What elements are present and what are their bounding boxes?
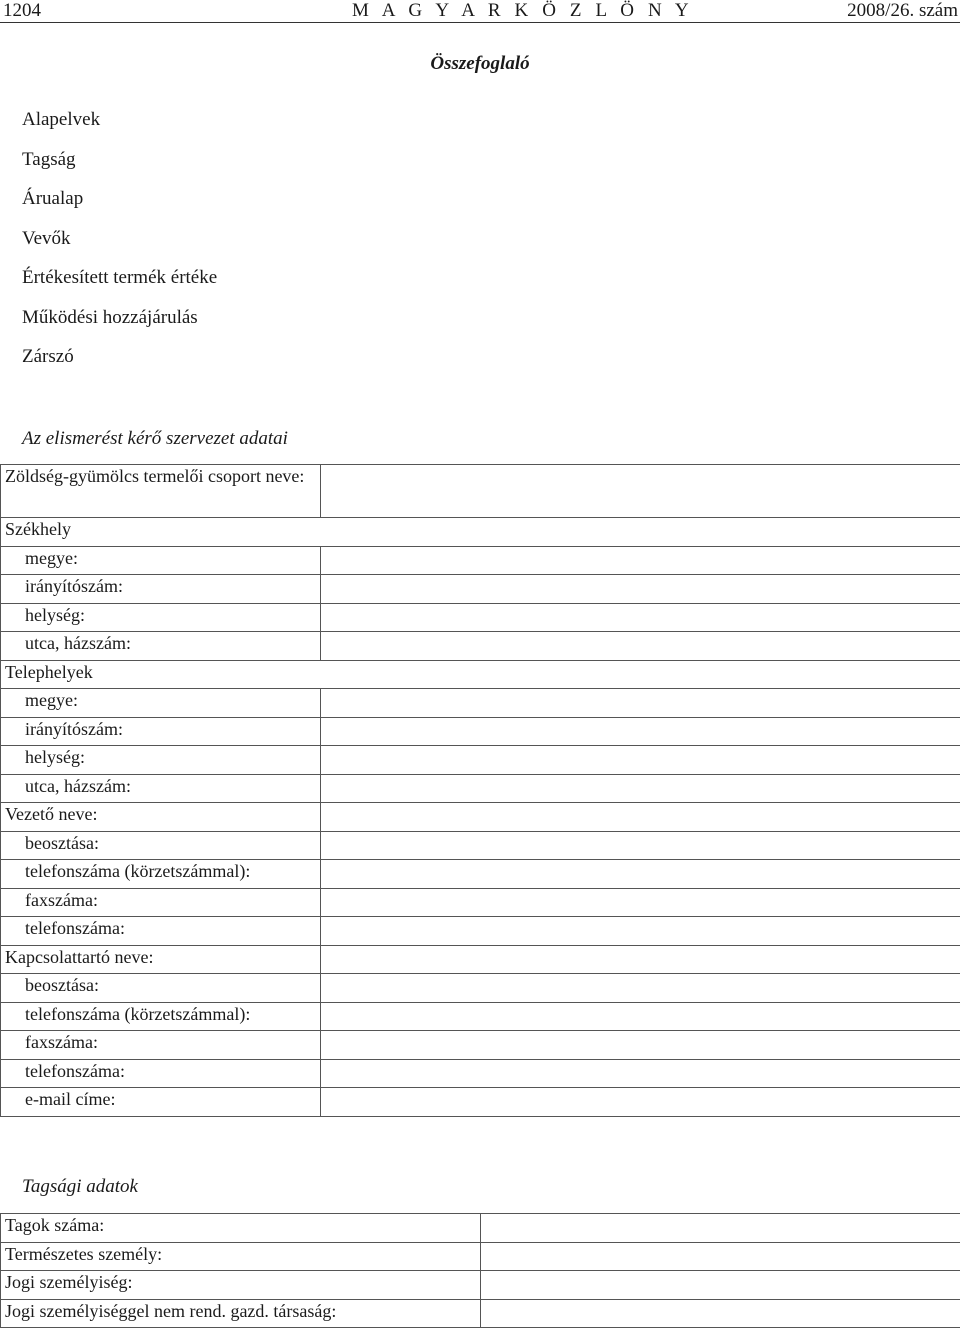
summary-item: Zárszó bbox=[22, 346, 74, 367]
form-label: utca, házszám: bbox=[1, 632, 321, 661]
form-label: telefonszáma: bbox=[1, 1059, 321, 1088]
form-value-field[interactable] bbox=[321, 888, 960, 917]
org-section-title: Az elismerést kérő szervezet adatai bbox=[22, 428, 288, 449]
form-label: Vezető neve: bbox=[1, 803, 321, 832]
form-value-field[interactable] bbox=[321, 518, 960, 547]
form-label: e-mail címe: bbox=[1, 1088, 321, 1117]
form-value-field[interactable] bbox=[321, 1088, 960, 1117]
form-label: utca, házszám: bbox=[1, 774, 321, 803]
form-value-field[interactable] bbox=[321, 632, 960, 661]
form-label: Jogi személyiséggel nem rend. gazd. társaság: bbox=[1, 1299, 481, 1328]
form-label: Természetes személy: bbox=[1, 1242, 481, 1271]
form-value-field[interactable] bbox=[321, 1031, 960, 1060]
form-label: irányítószám: bbox=[1, 717, 321, 746]
form-group-heading: Székhely bbox=[1, 518, 321, 547]
form-value-field[interactable] bbox=[481, 1214, 960, 1243]
summary-list bbox=[22, 109, 217, 386]
form-value-field[interactable] bbox=[481, 1242, 960, 1271]
form-value-field[interactable] bbox=[321, 1059, 960, 1088]
form-label: megye: bbox=[1, 689, 321, 718]
form-value-field[interactable] bbox=[321, 803, 960, 832]
form-value-field[interactable] bbox=[321, 746, 960, 775]
page-header bbox=[0, 0, 960, 23]
form-value-field[interactable] bbox=[321, 1002, 960, 1031]
form-value-field[interactable] bbox=[481, 1299, 960, 1328]
summary-item: Működési hozzájárulás bbox=[22, 306, 198, 328]
membership-section-title: Tagsági adatok bbox=[22, 1176, 138, 1197]
org-data-form bbox=[0, 464, 960, 1117]
form-label: faxszáma: bbox=[1, 1031, 321, 1060]
form-value-field[interactable] bbox=[321, 917, 960, 946]
issue-number: 2008/26. szám bbox=[847, 0, 958, 21]
form-label: Tagok száma: bbox=[1, 1214, 481, 1243]
form-group-heading: Telephelyek bbox=[1, 660, 321, 689]
page-number: 1204 bbox=[3, 0, 41, 21]
form-label: irányítószám: bbox=[1, 575, 321, 604]
summary-item: Tagság bbox=[22, 148, 76, 170]
form-label: telefonszáma (körzetszámmal): bbox=[1, 1002, 321, 1031]
form-value-field[interactable] bbox=[481, 1271, 960, 1300]
form-label: telefonszáma: bbox=[1, 917, 321, 946]
summary-item: Értékesített termék értéke bbox=[22, 267, 218, 288]
form-value-field[interactable] bbox=[321, 831, 960, 860]
form-value-field[interactable] bbox=[321, 465, 960, 518]
form-label: beosztása: bbox=[1, 831, 321, 860]
summary-item: Alapelvek bbox=[22, 109, 101, 130]
form-label: telefonszáma (körzetszámmal): bbox=[1, 860, 321, 889]
form-label: faxszáma: bbox=[1, 888, 321, 917]
form-label: Zöldség-gyümölcs termelői csoport neve: bbox=[1, 465, 321, 518]
section-title: Összefoglaló bbox=[430, 53, 530, 74]
form-value-field[interactable] bbox=[321, 660, 960, 689]
form-value-field[interactable] bbox=[321, 860, 960, 889]
form-value-field[interactable] bbox=[321, 974, 960, 1003]
form-label: megye: bbox=[1, 546, 321, 575]
form-label: helység: bbox=[1, 603, 321, 632]
form-value-field[interactable] bbox=[321, 689, 960, 718]
form-label: beosztása: bbox=[1, 974, 321, 1003]
form-label: Kapcsolattartó neve: bbox=[1, 945, 321, 974]
form-value-field[interactable] bbox=[321, 546, 960, 575]
form-value-field[interactable] bbox=[321, 575, 960, 604]
summary-item: Vevők bbox=[22, 227, 71, 249]
form-value-field[interactable] bbox=[321, 945, 960, 974]
journal-title: M A G Y A R K Ö Z L Ö N Y bbox=[352, 0, 694, 21]
form-label: Jogi személyiség: bbox=[1, 1271, 481, 1300]
form-value-field[interactable] bbox=[321, 774, 960, 803]
form-value-field[interactable] bbox=[321, 717, 960, 746]
membership-data-form bbox=[0, 1213, 960, 1328]
summary-item: Árualap bbox=[22, 188, 84, 209]
form-label: helység: bbox=[1, 746, 321, 775]
form-value-field[interactable] bbox=[321, 603, 960, 632]
